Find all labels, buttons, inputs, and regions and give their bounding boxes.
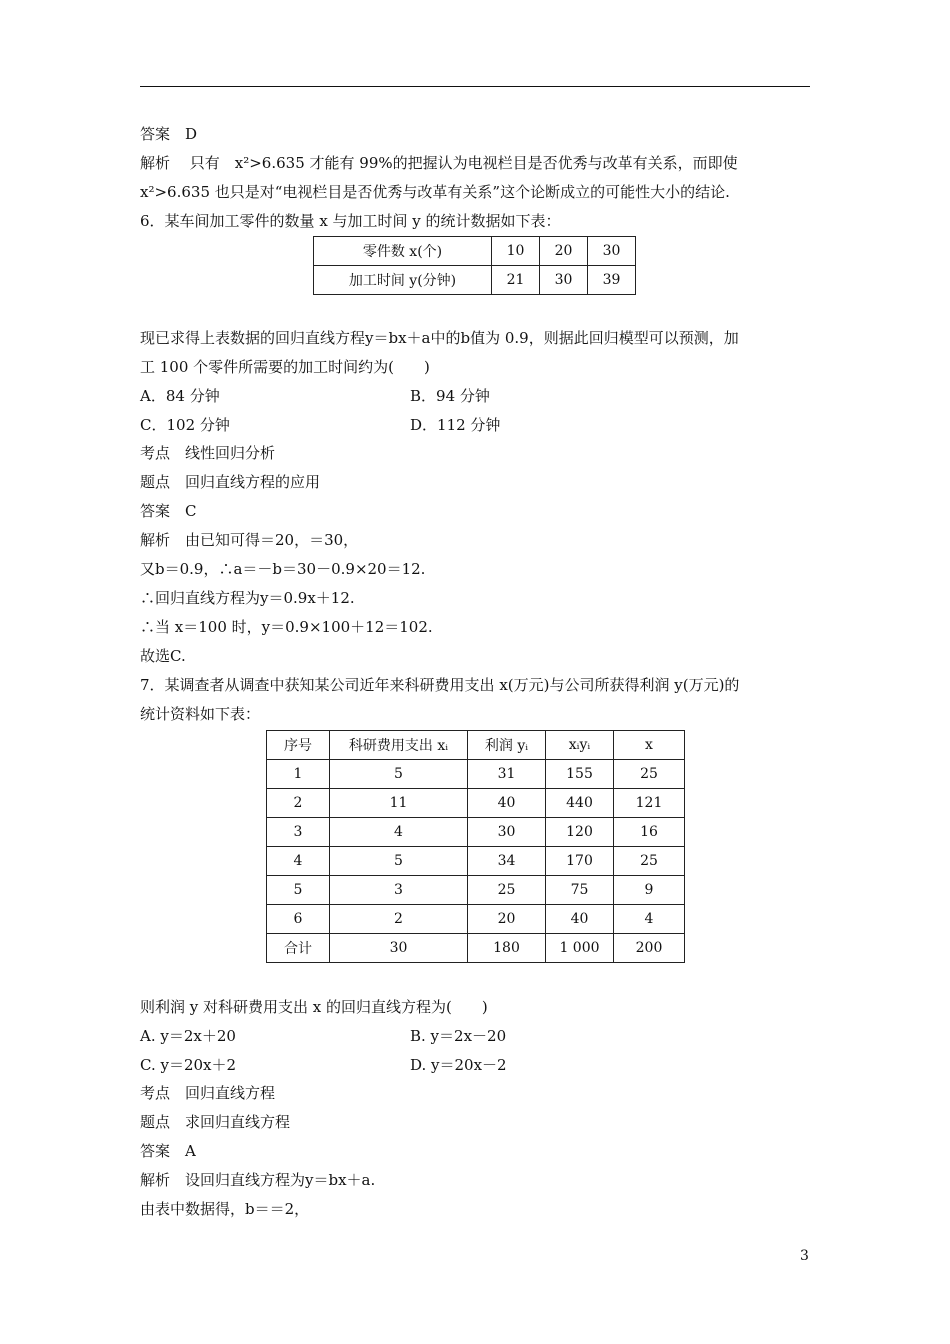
option-b: B．94 分钟 [410, 387, 490, 405]
option-d: D. y＝20x－2 [410, 1056, 507, 1074]
page-number: 3 [800, 1248, 809, 1264]
table-cell: 4 [614, 905, 685, 934]
solution-line: 解析 设回归直线方程为y＝bx＋a. [140, 1171, 376, 1189]
table-row [267, 760, 685, 789]
table-row [314, 266, 636, 295]
option-d: D．112 分钟 [410, 416, 501, 434]
topic-line: 考点 线性回归分析 [140, 444, 276, 462]
table-cell: 10 [492, 237, 540, 266]
answer-line: 答案 A [140, 1142, 196, 1160]
table-row [267, 818, 685, 847]
table-cell: 5 [267, 876, 330, 905]
table-cell: 30 [540, 266, 588, 295]
table-header: 序号 [267, 731, 330, 760]
table-cell: 20 [468, 905, 546, 934]
table-cell: 121 [614, 789, 685, 818]
question-6-body: 现已求得上表数据的回归直线方程y＝bx＋a中的b值为 0.9，则据此回归模型可以预测，加 [140, 329, 739, 347]
solution-line: 又b＝0.9，∴a＝－b＝30－0.9×20＝12. [140, 560, 426, 578]
table-cell: 75 [546, 876, 614, 905]
analysis-line: 解析 只有 x²>6.635 才能有 99%的把握认为电视栏目是否优秀与改革有关系，而即使 [140, 154, 738, 172]
table-2 [266, 730, 685, 963]
table-header-row [267, 731, 685, 760]
question-6-body-cont: 工 100 个零件所需要的加工时间约为( ) [140, 358, 430, 376]
table-cell: 30 [330, 934, 468, 963]
table-cell: 40 [468, 789, 546, 818]
table-cell: 9 [614, 876, 685, 905]
table-row [314, 237, 636, 266]
table-cell: 30 [468, 818, 546, 847]
table-1 [313, 236, 636, 295]
table-cell: 1 [267, 760, 330, 789]
answer-line: 答案 C [140, 502, 197, 520]
table-cell: 合计 [267, 934, 330, 963]
table-header: 利润 yᵢ [468, 731, 546, 760]
option-b: B. y＝2x－20 [410, 1027, 507, 1045]
table-cell: 170 [546, 847, 614, 876]
table-cell: 4 [267, 847, 330, 876]
option-a: A. y＝2x＋20 [140, 1027, 236, 1045]
table-cell: 零件数 x(个) [314, 237, 492, 266]
solution-line: ∴当 x＝100 时，y＝0.9×100＋12＝102. [140, 618, 433, 636]
solution-line: 解析 由已知可得＝20，＝30， [140, 531, 359, 549]
table-cell: 21 [492, 266, 540, 295]
topic-line: 考点 回归直线方程 [140, 1084, 276, 1102]
table-cell: 5 [330, 847, 468, 876]
table-cell: 16 [614, 818, 685, 847]
question-6: 6．某车间加工零件的数量 x 与加工时间 y 的统计数据如下表： [140, 212, 561, 230]
table-cell: 11 [330, 789, 468, 818]
table-cell: 4 [330, 818, 468, 847]
table-cell: 30 [588, 237, 636, 266]
option-a: A．84 分钟 [140, 387, 220, 405]
table-cell: 39 [588, 266, 636, 295]
table-row [267, 876, 685, 905]
option-c: C．102 分钟 [140, 416, 230, 434]
table-cell: 加工时间 y(分钟) [314, 266, 492, 295]
table-cell: 200 [614, 934, 685, 963]
subtopic-line: 题点 回归直线方程的应用 [140, 473, 321, 491]
table-cell: 2 [330, 905, 468, 934]
header-rule [140, 86, 810, 87]
table-cell: 3 [267, 818, 330, 847]
table-row [267, 847, 685, 876]
table-cell: 25 [614, 847, 685, 876]
table-header: 科研费用支出 xᵢ [330, 731, 468, 760]
table-row [267, 934, 685, 963]
table-header: x [614, 731, 685, 760]
solution-line: 故选C. [140, 647, 186, 665]
table-cell: 440 [546, 789, 614, 818]
table-cell: 1 000 [546, 934, 614, 963]
table-row [267, 905, 685, 934]
table-cell: 155 [546, 760, 614, 789]
analysis-line-cont: x²>6.635 也只是对“电视栏目是否优秀与改革有关系”这个论断成立的可能性大小的结论. [140, 183, 730, 201]
subtopic-line: 题点 求回归直线方程 [140, 1113, 291, 1131]
table-cell: 25 [614, 760, 685, 789]
table-cell: 180 [468, 934, 546, 963]
solution-line: 由表中数据得，b＝＝2， [140, 1200, 310, 1218]
table-cell: 25 [468, 876, 546, 905]
question-7-body: 则利润 y 对科研费用支出 x 的回归直线方程为( ) [140, 998, 488, 1016]
table-cell: 5 [330, 760, 468, 789]
table-cell: 6 [267, 905, 330, 934]
table-row [267, 789, 685, 818]
question-7-cont: 统计资料如下表： [140, 705, 261, 723]
option-c: C. y＝20x＋2 [140, 1056, 237, 1074]
table-cell: 3 [330, 876, 468, 905]
table-cell: 34 [468, 847, 546, 876]
question-7: 7．某调查者从调查中获知某公司近年来科研费用支出 x(万元)与公司所获得利润 y(万元)的 [140, 676, 740, 694]
table-cell: 120 [546, 818, 614, 847]
solution-line: ∴回归直线方程为y＝0.9x＋12. [140, 589, 355, 607]
table-cell: 2 [267, 789, 330, 818]
answer-line: 答案 D [140, 125, 198, 143]
table-cell: 40 [546, 905, 614, 934]
table-header: xᵢyᵢ [546, 731, 614, 760]
table-cell: 20 [540, 237, 588, 266]
table-cell: 31 [468, 760, 546, 789]
